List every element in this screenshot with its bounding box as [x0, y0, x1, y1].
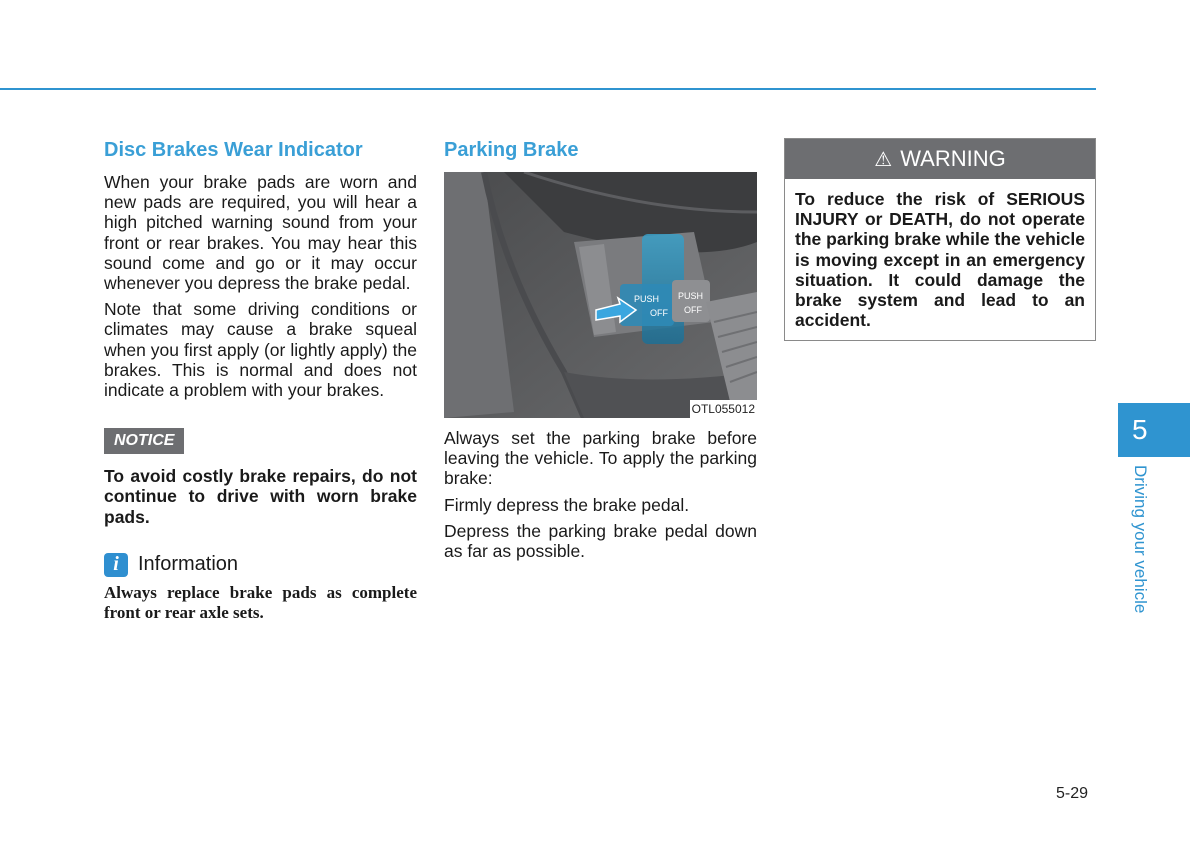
notice-badge: NOTICE: [104, 428, 184, 454]
footwell-drawing: [444, 172, 757, 418]
right-column: [784, 138, 1096, 341]
parking-brake-para-3: Depress the parking brake pedal down as far as possible.: [444, 520, 757, 562]
disc-brakes-para-1: When your brake pads are worn and new pads are required, you will hear a high pitched warning sound from your front or rear brakes. You may hear this sound come and go or it may occur whenever you depress the brake pedal.: [104, 172, 417, 294]
off-label-1: OFF: [650, 308, 668, 318]
warning-box: [784, 138, 1096, 341]
figure-code: OTL055012: [691, 402, 755, 416]
left-column: [104, 138, 417, 623]
information-icon: i: [104, 553, 128, 577]
off-label-2: OFF: [684, 305, 702, 315]
parking-brake-illustration: [444, 172, 757, 418]
page-number: 5-29: [1056, 785, 1089, 802]
chapter-tab: 5: [1118, 403, 1190, 457]
warning-triangle-icon: ⚠: [874, 148, 893, 171]
top-rule: [0, 88, 1096, 90]
push-label-1: PUSH: [634, 294, 660, 304]
information-text: Always replace brake pads as complete front or rear axle sets.: [104, 582, 417, 622]
notice-text: To avoid costly brake repairs, do not continue to drive with worn brake pads.: [104, 466, 417, 527]
warning-text: To reduce the risk of SERIOUS INJURY or DEATH, do not operate the parking brake while the vehicle is moving except in an emergency situation. It could damage the brake system and lead to an accident.: [795, 189, 1085, 331]
push-label-2: PUSH: [678, 291, 704, 301]
disc-brakes-para-2: Note that some driving conditions or climates may cause a brake squeal when you first apply (or lightly apply) the brakes. This is normal and does not indicate a problem with your brakes.: [104, 299, 417, 401]
disc-brakes-heading: Disc Brakes Wear Indicator: [104, 139, 363, 161]
warning-title: WARNING: [900, 146, 1006, 171]
chapter-title: Driving your vehicle: [1131, 465, 1150, 614]
middle-column: [444, 138, 757, 567]
information-header: [104, 553, 417, 577]
parking-brake-para-1: Always set the parking brake before leaving the vehicle. To apply the parking brake:: [444, 428, 757, 489]
parking-brake-heading: Parking Brake: [444, 139, 579, 161]
information-title: Information: [138, 553, 239, 576]
warning-header: [785, 139, 1095, 179]
parking-brake-para-2: Firmly depress the brake pedal.: [444, 494, 690, 515]
